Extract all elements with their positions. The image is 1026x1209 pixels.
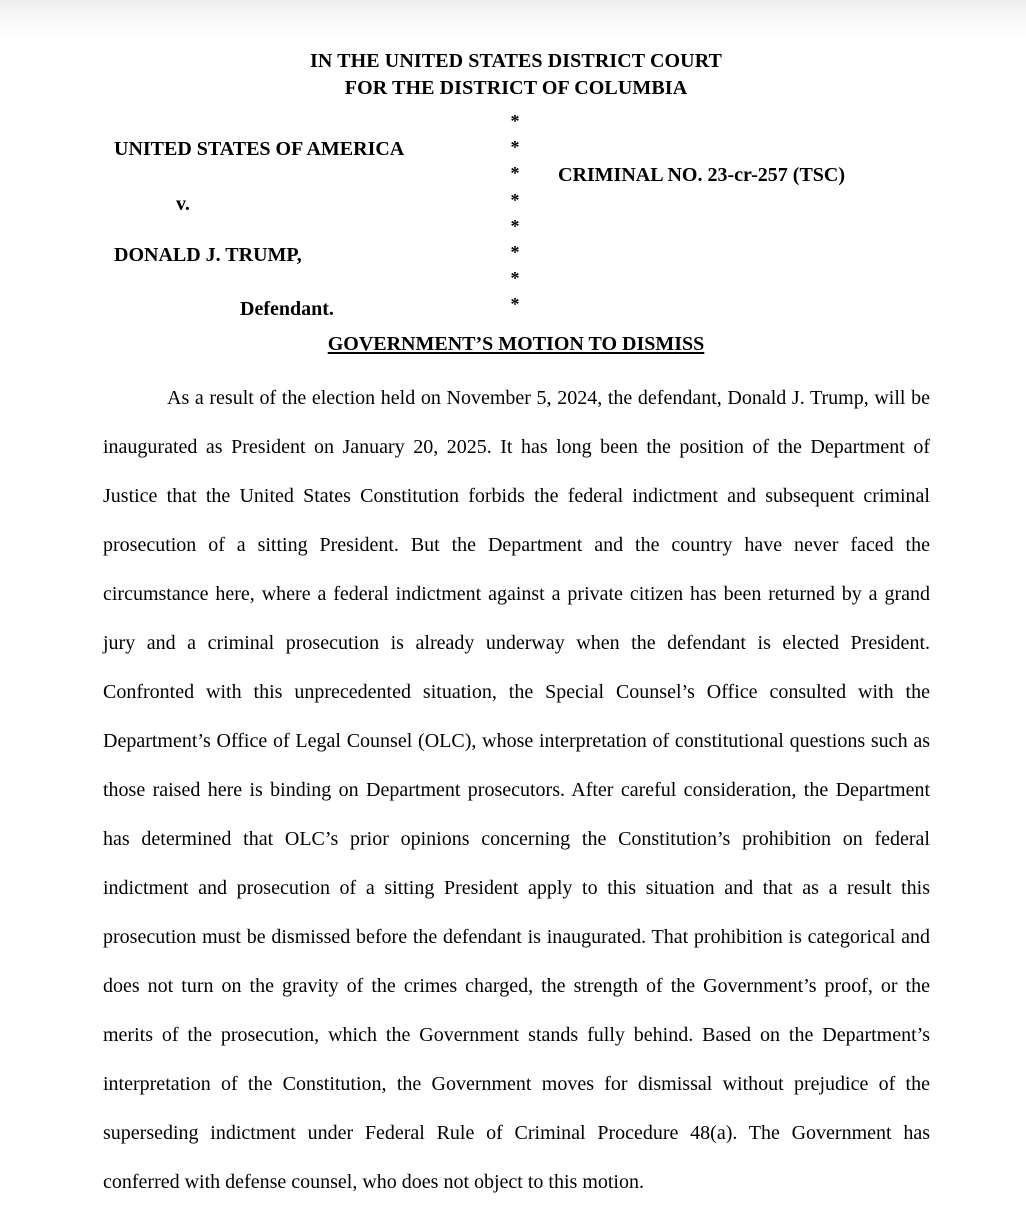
case-number: CRIMINAL NO. 23-cr-257 (TSC)	[558, 164, 846, 186]
star-separator-mark: *	[510, 268, 520, 289]
body-paragraph: As a result of the election held on November 5, 2024, the defendant, Donald J. Trump, will be inaugurated as President on January 20, 2025. It has long been the position of the Department of Justice that the United States Constitution forbids the federal indictment and subsequent criminal prosecution of a sitting President. But the Department and the country have never faced the circumstance here, where a federal indictment against a private citizen has been returned by a grand jury and a criminal prosecution is already underway when the defendant is elected President. Confronted with this unprecedented situation, the Special Counsel’s Office consulted with the Department’s Office of Legal Counsel (OLC), whose interpretation of constitutional questions such as those raised here is binding on Department prosecutors. After careful consideration, the Department has determined that OLC’s prior opinions concerning the Constitution’s prohibition on federal indictment and prosecution of a sitting President apply to this situation and that as a result this prosecution must be dismissed before the defendant is inaugurated. That prohibition is categorical and does not turn on the gravity of the crimes charged, the strength of the Government’s proof, or the merits of the prosecution, which the Government stands fully behind. Based on the Department’s interpretation of the Constitution, the Government moves for dismissal without prejudice of the superseding indictment under Federal Rule of Criminal Procedure 48(a). The Government has conferred with defense counsel, who does not object to this motion.	[103, 387, 930, 1193]
motion-title: GOVERNMENT’S MOTION TO DISMISS	[327, 333, 705, 355]
defendant-label: Defendant.	[240, 298, 334, 320]
star-separator-mark: *	[510, 189, 520, 210]
star-separator-mark: *	[510, 241, 520, 262]
star-separator-mark: *	[510, 163, 520, 184]
versus-label: v.	[176, 193, 190, 215]
star-separator-mark: *	[510, 294, 520, 315]
star-separator-mark: *	[510, 215, 520, 236]
court-heading-line-2: FOR THE DISTRICT OF COLUMBIA	[344, 77, 688, 99]
star-separator-mark: *	[510, 111, 520, 131]
caption-star-separator	[508, 108, 522, 318]
plaintiff-name: UNITED STATES OF AMERICA	[114, 138, 405, 160]
defendant-name: DONALD J. TRUMP,	[114, 244, 302, 266]
court-heading	[0, 48, 1026, 102]
star-separator-mark: *	[510, 137, 520, 158]
court-heading-line-1: IN THE UNITED STATES DISTRICT COURT	[310, 50, 722, 72]
